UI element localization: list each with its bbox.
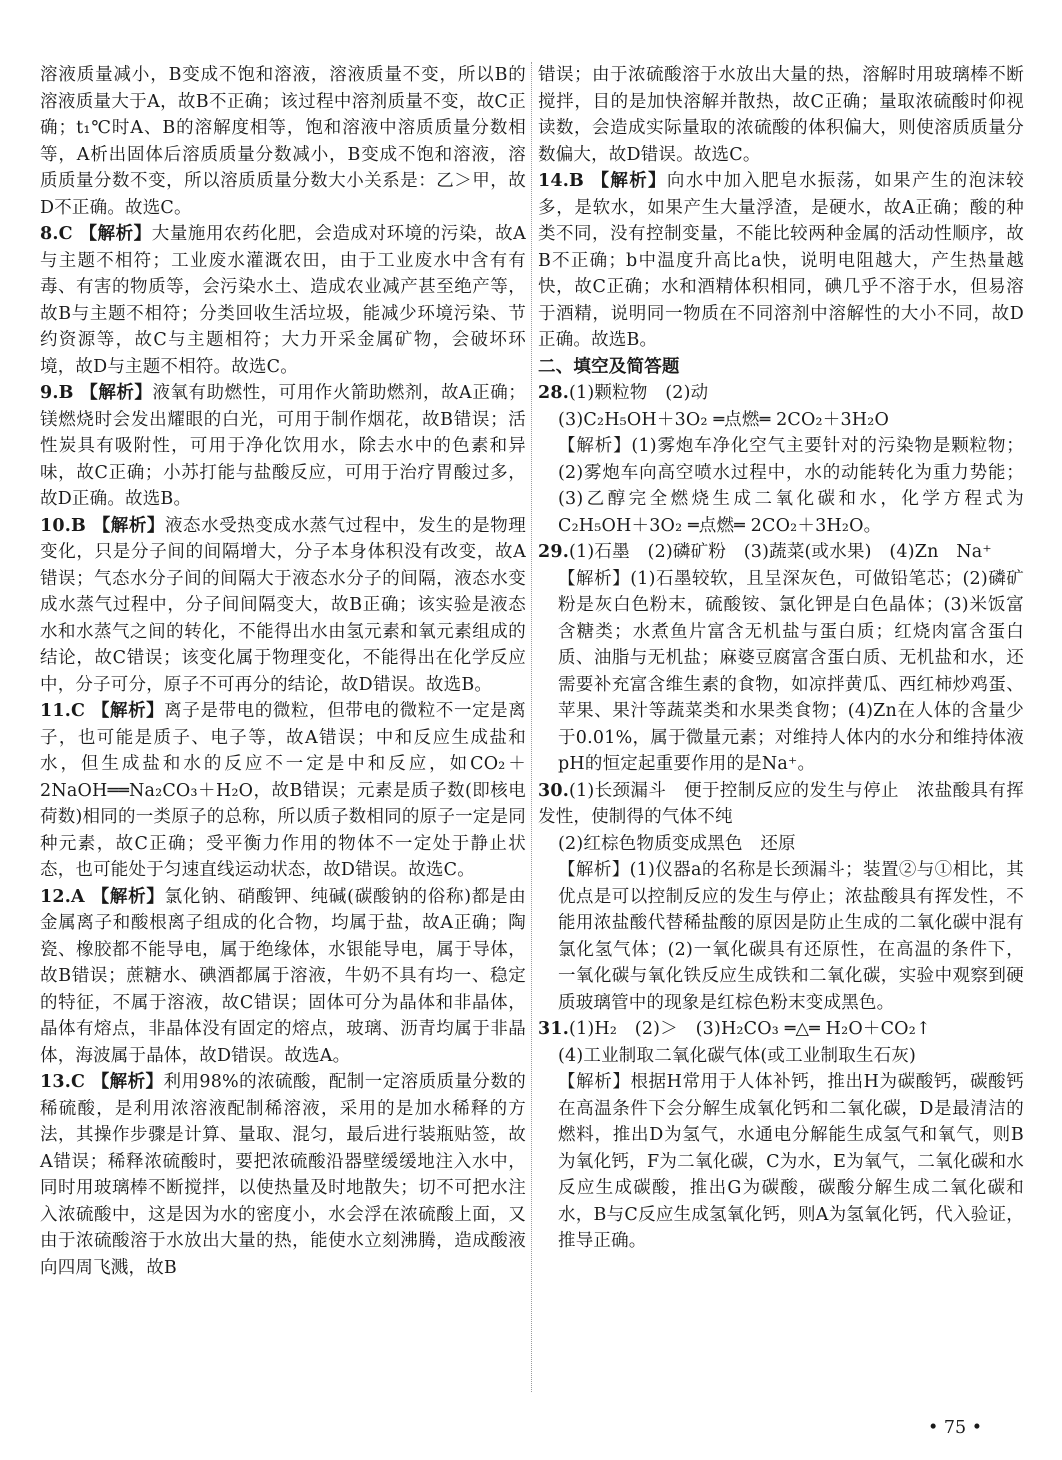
answer-subline bbox=[538, 566, 1024, 778]
answer-text: 氯化钠、硝酸钾、纯碱(碳酸钠的俗称)都是由金属离子和酸根离子组成的化合物，均属于盐，故A正确；陶瓷、橡胶都不能导电，属于绝缘体，水银能导电，属于导体，故B错误；蔗糖水、碘酒都属于溶液，牛奶不具有均一、稳定的特征，不属于溶液，故C错误；固体可分为晶体和非晶体，晶体有熔点，非晶体没有固定的熔点，玻璃、沥青均属于非晶体，海波属于晶体，故D错误。故选A。 bbox=[40, 886, 527, 1066]
answer-text: 向水中加入肥皂水振荡，如果产生的泡沫较多，是软水，如果产生大量浮渣，是硬水，故A正确；酸的种类不同，没有控制变量，不能比较两种金属的活动性顺序，故B不正确；b中温度升高比a快，说明电阻越大，产生热量越快，故C正确；水和酒精体积相同，碘几乎不溶于水，但易溶于酒精，说明同一物质在不同溶剂中溶解性的大小不同，故D正确。故选B。 bbox=[538, 171, 1024, 350]
answer-subline bbox=[538, 1043, 1024, 1070]
answer-label: 11.C 【解析】 bbox=[40, 701, 165, 721]
answer-subline bbox=[538, 857, 1024, 1016]
answer-label: 13.C 【解析】 bbox=[40, 1072, 164, 1092]
answer-text: 错误；由于浓硫酸溶于水放出大量的热，溶解时用玻璃棒不断搅拌，目的是加快溶解并散热，故C正确；量取浓硫酸时仰视读数，会造成实际量取的浓硫酸的体积偏大，则使溶质质量分数偏大，故D错误。故选C。 bbox=[538, 65, 1024, 165]
answer-text: 液氧有助燃性，可用作火箭助燃剂，故A正确；镁燃烧时会发出耀眼的白光，可用于制作烟花，故B错误；活性炭具有吸附性，可用于净化饮用水，除去水中的色素和异味，故C正确；小苏打能与盐酸反应，可用于治疗胃酸过多，故D正确。故选B。 bbox=[40, 383, 526, 509]
section-heading: 二、填空及简答题 bbox=[538, 356, 680, 377]
continued-text bbox=[538, 62, 1024, 168]
answer-item bbox=[40, 1069, 526, 1281]
answer-label: 29. bbox=[538, 542, 570, 562]
answer-text: (1)颗粒物 (2)动 bbox=[569, 383, 709, 403]
answer-item bbox=[40, 221, 526, 380]
answer-text: 离子是带电的微粒，但带电的微粒不一定是离子，也可能是质子、电子等，故A错误；中和反应生成盐和水，但生成盐和水的反应不一定是中和反应，如CO₂＋2NaOH══Na₂CO₃＋H₂O，故B错误；元素是质子数(即核电荷数)相同的一类原子的总称，所以质子数相同的原子一定是同种元素，故C正确；受平衡力作用的物体不一定处于静止状态，也可能处于匀速直线运动状态，故D错误。故选C。 bbox=[40, 701, 526, 880]
page-number: • 75 • bbox=[928, 1418, 983, 1438]
continued-text bbox=[40, 62, 526, 221]
answer-item bbox=[538, 1016, 1024, 1043]
answer-item bbox=[538, 778, 1024, 831]
answer-label: 30. bbox=[538, 780, 570, 801]
answer-subline bbox=[538, 831, 1024, 858]
answer-text: 【解析】根据H常用于人体补钙，推出H为碳酸钙，碳酸钙在高温条件下会分解生成氧化钙和二氧化碳，D是最清洁的燃料，推出D为氢气，水通电分解能生成氢气和氧气，则B为氧化钙，F为二氧化碳，C为水，E为氧气，二氧化碳和水反应生成碳酸，推出G为碳酸，碳酸分解生成二氧化碳和水，B与C反应生成氢氧化钙，则A为氢氧化钙，代入验证，推导正确。 bbox=[558, 1072, 1024, 1251]
answer-label: 8.C 【解析】 bbox=[40, 224, 152, 244]
column-divider bbox=[531, 62, 532, 1392]
answer-item bbox=[40, 884, 526, 1070]
answer-text: (1)H₂ (2)＞ (3)H₂CO₃ ═△═ H₂O＋CO₂↑ bbox=[569, 1019, 931, 1039]
answer-subline bbox=[538, 407, 1024, 434]
right-column bbox=[538, 62, 1024, 1255]
answer-text: 【解析】(1)雾炮车净化空气主要针对的污染物是颗粒物；(2)雾炮车向高空喷水过程中，水的动能转化为重力势能；(3)乙醇完全燃烧生成二氧化碳和水，化学方程式为C₂H₅OH＋3O₂ ═点燃═ 2CO₂＋3H₂O。 bbox=[558, 436, 1024, 536]
answer-text: (2)红棕色物质变成黑色 还原 bbox=[558, 833, 796, 854]
answer-label: 28. bbox=[538, 383, 570, 403]
answer-text: 液态水受热变成水蒸气过程中，发生的是物理变化，只是分子间的间隔增大，分子本身体积没有改变，故A错误；气态水分子间的间隔大于液态水分子的间隔，液态水变成水蒸气过程中，分子间间隔变大，故B正确；该实验是液态水和水蒸气之间的转化，不能得出水由氢元素和氧元素组成的结论，故C错误；该变化属于物理变化，不能得出在化学反应中，分子可分，原子不可再分的结论，故D错误。故选B。 bbox=[40, 515, 526, 695]
answer-label: 10.B 【解析】 bbox=[40, 515, 165, 536]
answer-item bbox=[538, 380, 1024, 407]
answer-item bbox=[40, 698, 526, 884]
answer-item bbox=[538, 539, 1024, 566]
answer-label: 12.A 【解析】 bbox=[40, 886, 165, 907]
answer-label: 31. bbox=[538, 1019, 570, 1039]
answer-label: 9.B 【解析】 bbox=[40, 383, 153, 403]
answer-text: 【解析】(1)仪器a的名称是长颈漏斗；装置②与①相比，其优点是可以控制反应的发生与停止；浓盐酸具有挥发性，不能用浓盐酸代替稀盐酸的原因是防止生成的二氧化碳中混有氯化氢气体；(2)一氧化碳具有还原性，在高温的条件下，一氧化碳与氧化铁反应生成铁和二氧化碳，实验中观察到硬质玻璃管中的现象是红棕色粉末变成黑色。 bbox=[558, 860, 1024, 1013]
answer-text: (1)长颈漏斗 便于控制反应的发生与停止 浓盐酸具有挥发性，使制得的气体不纯 bbox=[538, 780, 1024, 827]
answer-text: 大量施用农药化肥，会造成对环境的污染，故A与主题不相符；工业废水灌溉农田，由于工业废水中含有有毒、有害的物质等，会污染水土、造成农业减产甚至绝产等，故B与主题不相符；分类回收生活垃圾，能减少环境污染、节约资源等，故C与主题相符；大力开采金属矿物，会破坏环境，故D与主题不相符。故选C。 bbox=[40, 224, 526, 377]
answer-subline bbox=[538, 1069, 1024, 1255]
answer-item bbox=[538, 168, 1024, 354]
answer-text: 【解析】(1)石墨较软，且呈深灰色，可做铅笔芯；(2)磷矿粉是灰白色粉末，硫酸铵、氯化钾是白色晶体；(3)米饭富含糖类；水煮鱼片富含无机盐与蛋白质；红烧肉富含蛋白质、油脂与无机盐；麻婆豆腐富含蛋白质、无机盐和水，还需要补充富含维生素的食物，如凉拌黄瓜、西红柿炒鸡蛋、苹果、果汁等蔬菜类和水果类食物；(4)Zn在人体的含量少于0.01%，属于微量元素；对维持人体内的水分和维持体液pH的恒定起重要作用的是Na⁺。 bbox=[558, 568, 1024, 774]
answer-item bbox=[40, 380, 526, 513]
left-column bbox=[40, 62, 526, 1281]
answer-label: 14.B 【解析】 bbox=[538, 171, 667, 191]
answer-text: (4)工业制取二氧化碳气体(或工业制取生石灰) bbox=[558, 1045, 917, 1066]
answer-text: (1)石墨 (2)磷矿粉 (3)蔬菜(或水果) (4)Zn Na⁺ bbox=[569, 542, 992, 562]
answer-subline bbox=[538, 433, 1024, 539]
answer-item bbox=[40, 513, 526, 699]
answer-text: (3)C₂H₅OH＋3O₂ ═点燃═ 2CO₂＋3H₂O bbox=[558, 409, 890, 430]
answer-text: 利用98%的浓硫酸，配制一定溶质质量分数的稀硫酸，是利用浓溶液配制稀溶液，采用的是加水稀释的方法，其操作步骤是计算、量取、混匀，最后进行装瓶贴签，故A错误；稀释浓硫酸时，要把浓硫酸沿器壁缓缓地注入水中，同时用玻璃棒不断搅拌，以使热量及时地散失；切不可把水注入浓硫酸中，这是因为水的密度小，水会浮在浓硫酸上面，又由于浓硫酸溶于水放出大量的热，能使水立刻沸腾，造成酸液向四周飞溅，故B bbox=[40, 1072, 526, 1278]
answer-text: 溶液质量减小，B变成不饱和溶液，溶液质量不变，所以B的溶液质量大于A，故B不正确；该过程中溶剂质量不变，故C正确；t₁℃时A、B的溶解度相等，饱和溶液中溶质质量分数相等，A析出固体后溶质质量分数减小，B变成不饱和溶液，溶质质量分数不变，所以溶质质量分数大小关系是：乙＞甲，故D不正确。故选C。 bbox=[40, 65, 526, 218]
